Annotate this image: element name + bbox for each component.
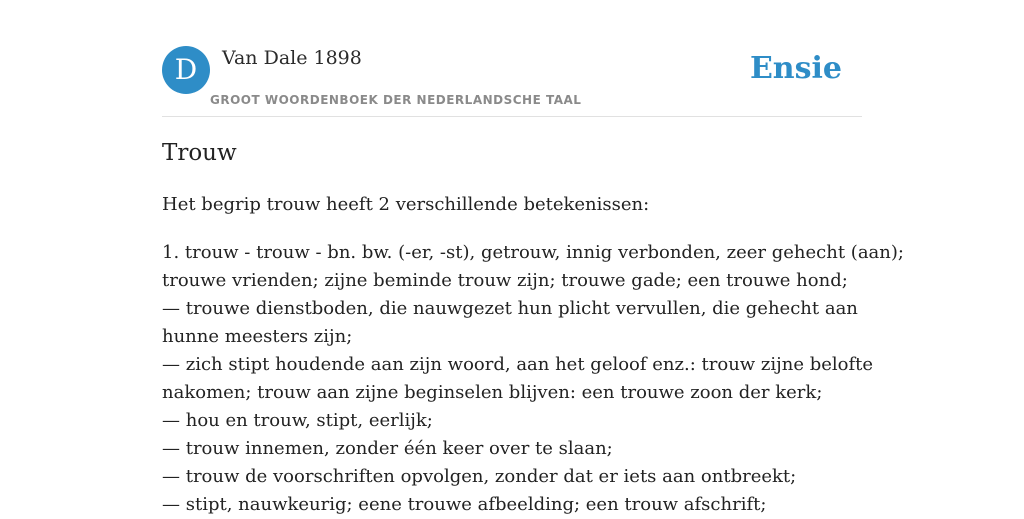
definition-line: nakomen; trouw aan zijne beginselen blijven: een trouwe zoon der kerk; xyxy=(162,382,823,403)
dictionary-avatar[interactable]: D xyxy=(162,46,210,94)
site-header xyxy=(162,46,862,117)
definition-line: — trouw de voorschriften opvolgen, zonder dat er iets aan ontbreekt; xyxy=(162,466,797,487)
entry-intro: Het begrip trouw heeft 2 verschillende betekenissen: xyxy=(162,194,650,215)
definition-line: — stipt, nauwkeurig; eene trouwe afbeelding; een trouw afschrift; xyxy=(162,494,767,515)
brand-logo[interactable]: Ensie xyxy=(749,51,842,86)
definition-text xyxy=(162,239,904,519)
definition-line: — trouwe dienstboden, die nauwgezet hun plicht vervullen, die gehecht aan xyxy=(162,298,858,319)
definition-line: trouwe vrienden; zijne beminde trouw zijn; trouwe gade; een trouwe hond; xyxy=(162,270,848,291)
dictionary-subtitle: GROOT WOORDENBOEK DER NEDERLANDSCHE TAAL xyxy=(210,93,582,107)
definition-line: hunne meesters zijn; xyxy=(162,326,353,347)
definition-line: 1. trouw - trouw - bn. bw. (-er, -st), getrouw, innig verbonden, zeer gehecht (aan); xyxy=(162,242,904,263)
definition-line: — trouw innemen, zonder één keer over te slaan; xyxy=(162,438,613,459)
definition-line: — zich stipt houdende aan zijn woord, aan het geloof enz.: trouw zijne belofte xyxy=(162,354,874,375)
definition-line: — hou en trouw, stipt, eerlijk; xyxy=(162,410,433,431)
headword: Trouw xyxy=(162,140,237,166)
dictionary-title[interactable]: Van Dale 1898 xyxy=(222,47,362,69)
